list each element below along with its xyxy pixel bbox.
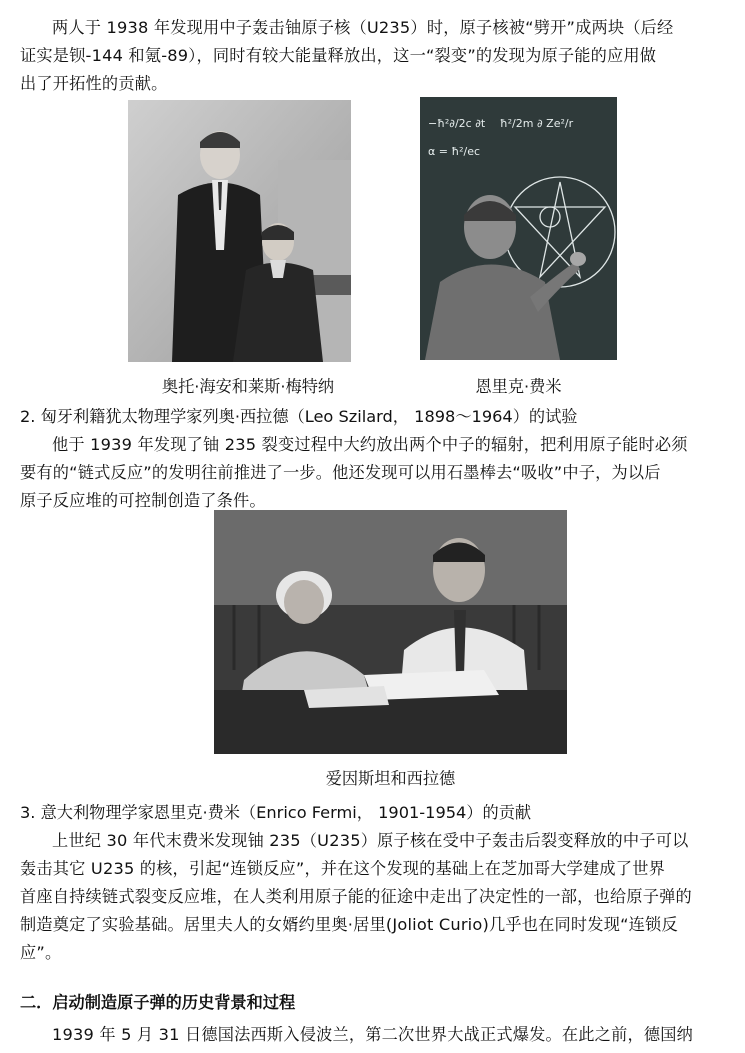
chapter-2-heading: 二．启动制造原子弹的历史背景和过程 xyxy=(20,993,296,1012)
section-3-line-4: 制造奠定了实验基础。居里夫人的女婿约里奥·居里(Joliot Curio)几乎也在同时发现“连锁反 xyxy=(20,915,678,934)
fermi-photo xyxy=(420,97,617,360)
section-3-line-3: 首座自持续链式裂变反应堆，在人类利用原子能的征途中走出了决定性的一部，也给原子弹的 xyxy=(20,887,692,906)
section-2-heading: 2. 匈牙利籍犹太物理学家列奥·西拉德（Leo Szilard， 1898～1964）的试验 xyxy=(20,407,578,426)
section-2-line-1: 他于 1939 年发现了铀 235 裂变过程中大约放出两个中子的辐射，把利用原子能时必须 xyxy=(52,435,688,454)
section-3-line-5: 应”。 xyxy=(20,943,62,962)
formula-3: α = ħ²/ec xyxy=(428,145,481,158)
formula-2: ħ²/2m ∂ Ze²/r xyxy=(500,117,574,130)
chapter-2-line-1: 1939 年 5 月 31 日德国法西斯入侵波兰，第二次世界大战正式爆发。在此之前，德国纳 xyxy=(52,1025,694,1044)
einstein-szilard-photo xyxy=(214,510,567,754)
fermi-caption: 恩里克·费米 xyxy=(475,377,562,396)
section-3-line-1: 上世纪 30 年代末费米发现铀 235（U235）原子核在受中子轰击后裂变释放的中子可以 xyxy=(52,831,689,850)
hahn-meitner-photo xyxy=(128,100,351,362)
intro-paragraph xyxy=(20,14,728,98)
section-3-heading: 3. 意大利物理学家恩里克·费米（Enrico Fermi， 1901-1954）的贡献 xyxy=(20,803,532,822)
chapter-2-paragraph xyxy=(20,1021,728,1049)
section-3-line-2: 轰击其它 U235 的核，引起“连锁反应”，并在这个发现的基础上在芝加哥大学建成了世界 xyxy=(20,859,665,878)
section-2-line-3: 原子反应堆的可控制创造了条件。 xyxy=(20,491,266,510)
section-2-paragraph xyxy=(20,431,728,515)
intro-line-3: 出了开拓性的贡献。 xyxy=(20,74,168,93)
hahn-meitner-caption: 奥托·海安和莱斯·梅特纳 xyxy=(161,377,335,396)
section-3-paragraph xyxy=(20,827,728,967)
intro-line-2: 证实是钡-144 和氪-89），同时有较大能量释放出，这一“裂变”的发现为原子能的应用做 xyxy=(20,46,657,65)
section-2-line-2: 要有的“链式反应”的发明往前推进了一步。他还发现可以用石墨棒去“吸收”中子，为以后 xyxy=(20,463,661,482)
intro-line-1: 两人于 1938 年发现用中子轰击铀原子核（U235）时，原子核被“劈开”成两块（后经 xyxy=(52,18,674,37)
einstein-szilard-caption: 爱因斯坦和西拉德 xyxy=(325,769,456,788)
formula-1: −ħ²∂/2c ∂t xyxy=(428,117,486,130)
